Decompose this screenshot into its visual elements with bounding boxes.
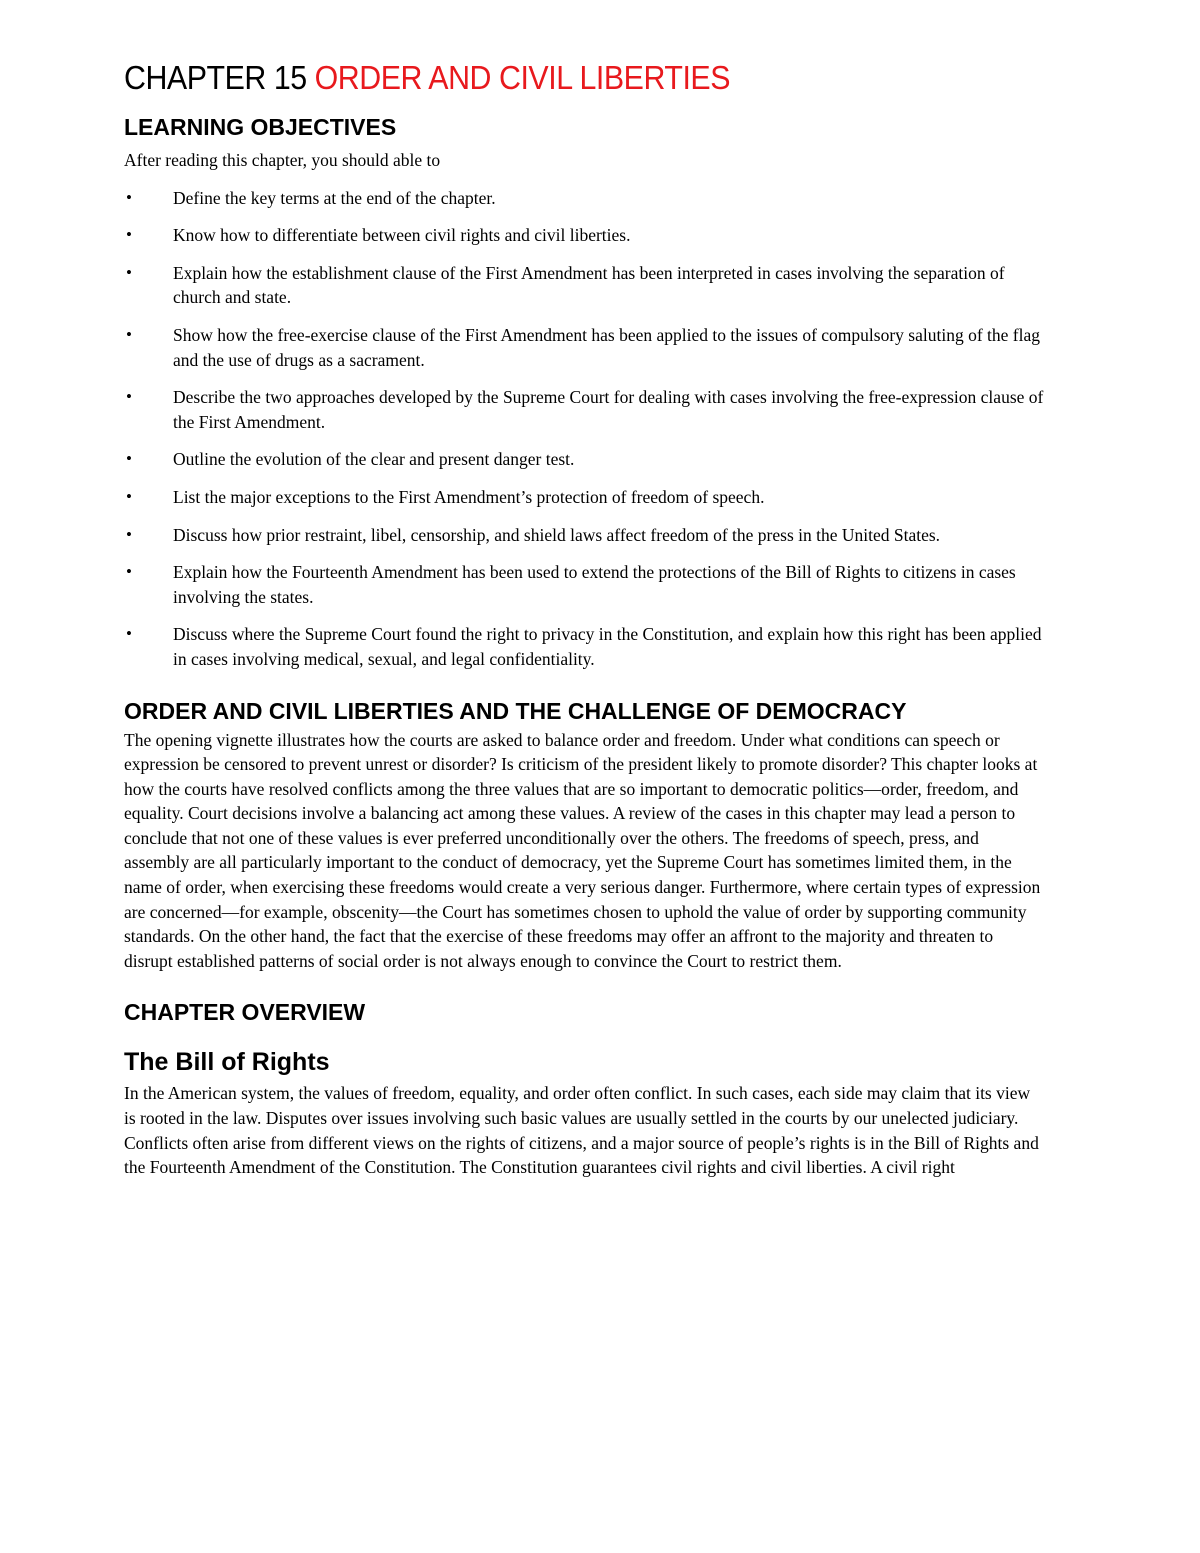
objective-text: Define the key terms at the end of the chapter. — [173, 187, 496, 208]
objective-text: Discuss how prior restraint, libel, censorship, and shield laws affect freedom of the press in the United States. — [173, 524, 941, 545]
challenge-paragraph: The opening vignette illustrates how the courts are asked to balance order and freedom. Under what conditions can speech or expression be censored to prevent unrest or disorder? Is criticism of the president likely to promote disorder? This chapter looks at how the courts have resolved conflicts among the three values that are so important to democratic politics—order, freedom, and equality. Court decisions involve a balancing act among these values. A review of the cases in this chapter may lead a person to conclude that not one of these values is ever preferred unconditionally over the others. The freedoms of speech, press, and assembly are all particularly important to the conduct of democracy, yet the Supreme Court has sometimes limited them, in the name of order, when exercising these freedoms would create a very serious danger. Furthermore, where certain types of expression are concerned—for example, obscenity—the Court has sometimes chosen to uphold the value of order by supporting community standards. On the other hand, the fact that the exercise of these freedoms may offer an affront to the majority and threaten to disrupt established patterns of social order is not always enough to convince the Court to restrict them. — [124, 729, 1041, 971]
challenge-heading: ORDER AND CIVIL LIBERTIES AND THE CHALLENGE OF DEMOCRACY — [124, 697, 907, 724]
bullet-icon: • — [126, 524, 132, 544]
bullet-icon: • — [126, 562, 132, 582]
bullet-icon: • — [126, 387, 132, 407]
chapter-title — [124, 56, 970, 100]
objective-text: Know how to differentiate between civil rights and civil liberties. — [173, 225, 631, 246]
chapter-number: CHAPTER 15 — [124, 59, 307, 96]
objective-text: Explain how the establishment clause of the First Amendment has been interpreted in cases involving the separation of church and state. — [173, 262, 1005, 308]
list-item — [124, 385, 1044, 434]
objective-text: Outline the evolution of the clear and present danger test. — [173, 449, 575, 470]
page-content — [124, 56, 1044, 1180]
list-item — [124, 447, 1044, 472]
objective-text: Explain how the Fourteenth Amendment has been used to extend the protections of the Bill of Rights to citizens in cases involving the states. — [173, 562, 1016, 607]
objectives-intro: After reading this chapter, you should able to — [124, 150, 441, 170]
bill-of-rights-heading: The Bill of Rights — [124, 1048, 330, 1077]
list-item — [124, 523, 1044, 548]
bullet-icon: • — [126, 225, 132, 245]
bullet-icon: • — [126, 449, 132, 469]
bullet-icon: • — [126, 262, 132, 282]
bullet-icon: • — [126, 486, 132, 506]
objective-text: Show how the free-exercise clause of the First Amendment has been applied to the issues of compulsory saluting of the flag and the use of drugs as a sacrament. — [173, 324, 1041, 370]
learning-objectives-heading: LEARNING OBJECTIVES — [124, 114, 397, 140]
list-item — [124, 223, 1044, 248]
list-item — [124, 560, 1044, 609]
objectives-list — [124, 186, 1044, 672]
list-item — [124, 261, 1044, 310]
objective-text: Discuss where the Supreme Court found the right to privacy in the Constitution, and explain how this right has been applied in cases involving medical, sexual, and legal confidentiality. — [173, 624, 1042, 669]
list-item — [124, 186, 1044, 211]
objective-text: Describe the two approaches developed by the Supreme Court for dealing with cases involving the free-expression clause of the First Amendment. — [173, 387, 1044, 432]
bullet-icon: • — [126, 187, 132, 207]
objective-text: List the major exceptions to the First Amendment’s protection of freedom of speech. — [173, 486, 765, 507]
bullet-icon: • — [126, 324, 132, 344]
list-item — [124, 622, 1044, 671]
chapter-name: ORDER AND CIVIL LIBERTIES — [314, 59, 731, 96]
bullet-icon: • — [126, 624, 132, 644]
list-item — [124, 323, 1044, 372]
list-item — [124, 485, 1044, 510]
bill-of-rights-paragraph: In the American system, the values of freedom, equality, and order often conflict. In such cases, each side may claim that its view is rooted in the law. Disputes over issues involving such basic values are usually settled in the courts by our unelected judiciary. Conflicts often arise from different views on the rights of citizens, and a major source of people’s rights is in the Bill of Rights and the Fourteenth Amendment of the Constitution. The Constitution guarantees civil rights and civil liberties. A civil right — [124, 1083, 1039, 1178]
chapter-overview-heading: CHAPTER OVERVIEW — [124, 999, 366, 1026]
